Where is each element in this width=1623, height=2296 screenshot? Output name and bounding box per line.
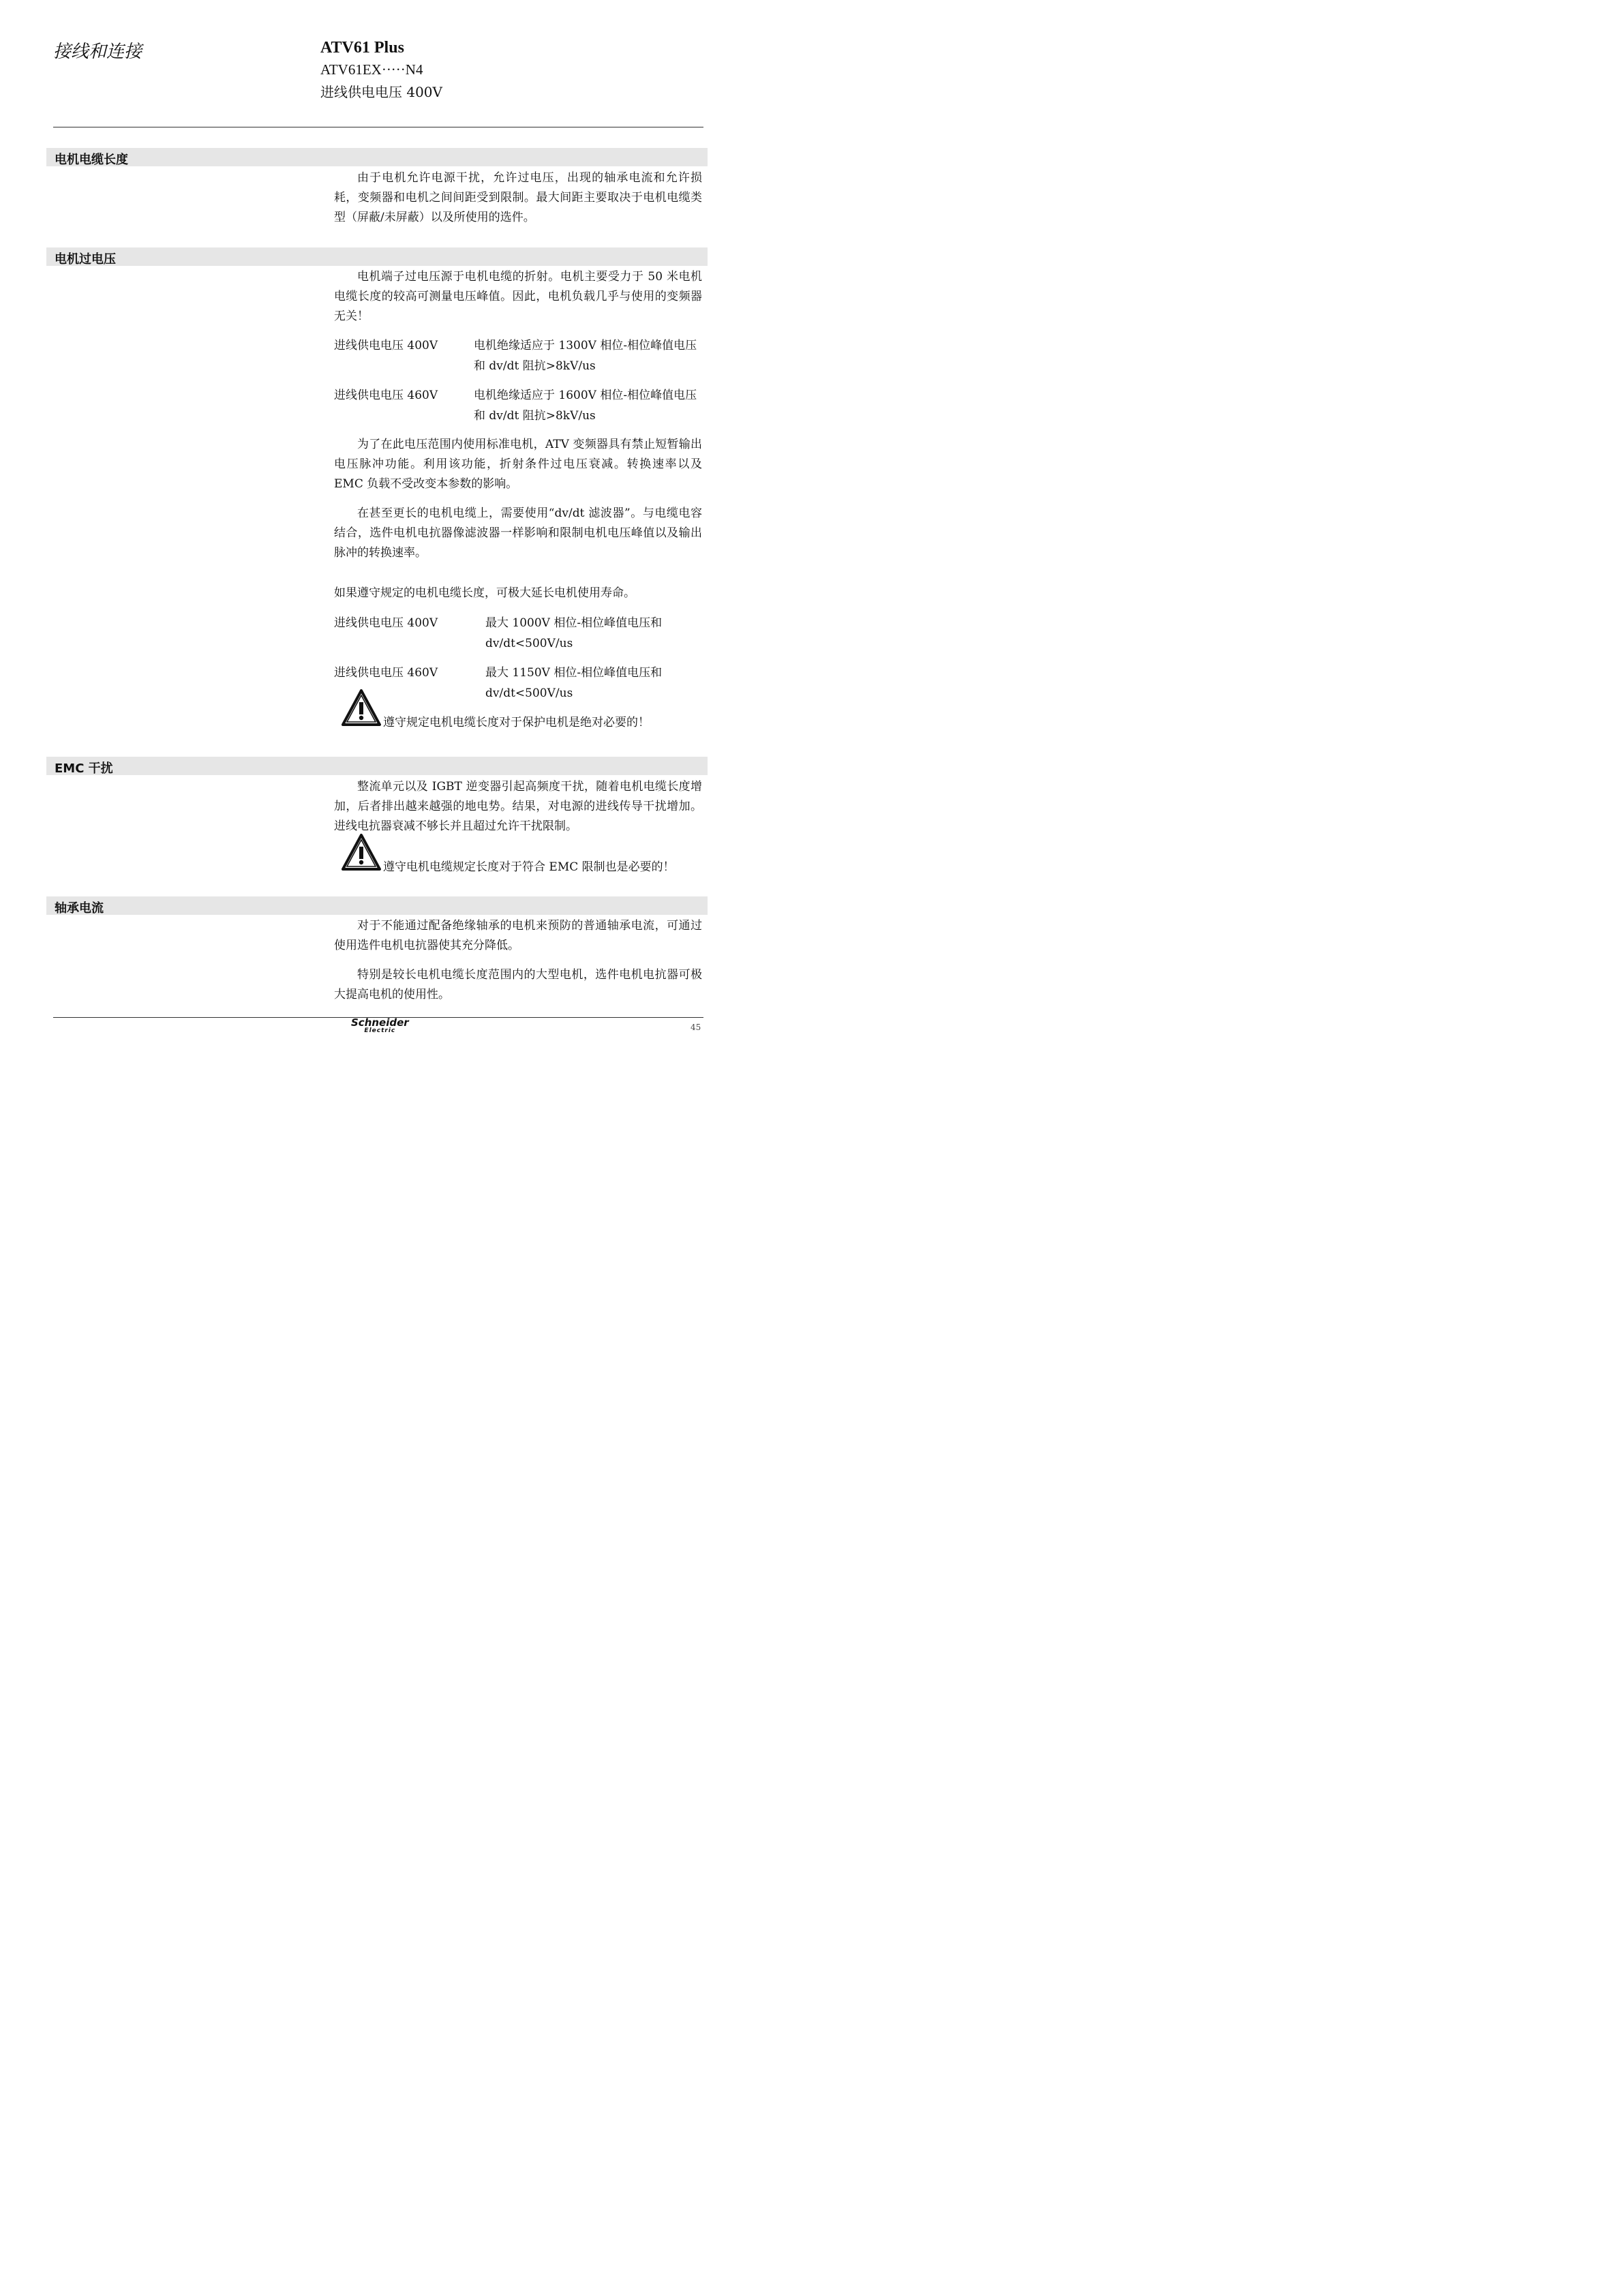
warning-note [334, 833, 706, 874]
section-heading: 电机过电压 [55, 252, 116, 267]
section-bar-cable-length [46, 148, 708, 166]
paragraph: 在甚至更长的电机电缆上，需要使用“dv/dt 滤波器”。与电缆电容结合，选件电机电抗器像滤波器一样影响和限制电机电压峰值以及输出脉冲的转换速率。 [334, 507, 702, 560]
section-heading: 电机电缆长度 [55, 153, 128, 167]
paragraph: 对于不能通过配备绝缘轴承的电机来预防的普通轴承电流，可通过使用选件电机电抗器使其充分降低。 [334, 919, 702, 952]
supply-voltage: 进线供电电压 400V [320, 84, 442, 100]
brand-subname: Electric [364, 1027, 396, 1034]
schneider-logo [351, 1018, 409, 1034]
spec-label: 进线供电电压 400V [334, 339, 438, 352]
brand-name: Schneider [351, 1016, 409, 1029]
section-title: 接线和连接 [53, 42, 142, 62]
section-bar-bearing [46, 896, 708, 915]
section-heading: EMC 干扰 [55, 761, 113, 776]
paragraph: 由于电机允许电源干扰，允许过电压，出现的轴承电流和允许损耗，变频器和电机之间间距受到限制。最大间距主要取决于电机电缆类型（屏蔽/未屏蔽）以及所使用的选件。 [334, 171, 702, 224]
section-heading: 轴承电流 [55, 901, 104, 916]
warning-text: 遵守电机电缆规定长度对于符合 EMC 限制也是必要的！ [383, 860, 675, 874]
spec-label: 进线供电电压 460V [334, 666, 438, 680]
paragraph: 特别是较长电机电缆长度范围内的大型电机，选件电机电抗器可极大提高电机的使用性。 [334, 968, 702, 1001]
warning-text: 遵守规定电机电缆长度对于保护电机是绝对必要的！ [383, 716, 650, 729]
spec-value: 电机绝缘适应于 1600V 相位-相位峰值电压和 dv/dt 阻抗>8kV/us [474, 389, 697, 423]
spec-label: 进线供电电压 400V [334, 616, 438, 630]
warning-note [334, 689, 706, 729]
section-bar-emc [46, 757, 708, 775]
warning-triangle-icon [341, 833, 382, 873]
product-series: ATV61EX·····N4 [320, 61, 423, 78]
spec-value: 最大 1000V 相位-相位峰值电压和 dv/dt<500V/us [485, 616, 663, 650]
paragraph: 为了在此电压范围内使用标准电机，ATV 变频器具有禁止短暂输出电压脉冲功能。利用该功能，折射条件过电压衰减。转换速率以及 EMC 负载不受改变本参数的影响。 [334, 438, 702, 491]
spec-row [334, 613, 706, 654]
spec-value: 电机绝缘适应于 1300V 相位-相位峰值电压和 dv/dt 阻抗>8kV/us [474, 339, 697, 373]
section-bar-overvoltage [46, 247, 708, 266]
paragraph: 整流单元以及 IGBT 逆变器引起高频度干扰，随着电机电缆长度增加，后者排出越来越强的地电势。结果，对电源的进线传导干扰增加。进线电抗器衰减不够长并且超过允许干扰限制。 [334, 780, 702, 833]
paragraph: 如果遵守规定的电机电缆长度，可极大延长电机使用寿命。 [334, 586, 635, 600]
product-model: ATV61 Plus [320, 39, 404, 57]
warning-triangle-icon [341, 689, 382, 728]
spec-value: 最大 1150V 相位-相位峰值电压和 dv/dt<500V/us [485, 666, 663, 700]
paragraph: 电机端子过电压源于电机电缆的折射。电机主要受力于 50 米电机电缆长度的较高可测量电压峰值。因此，电机负载几乎与使用的变频器无关！ [334, 270, 702, 323]
spec-label: 进线供电电压 460V [334, 389, 438, 402]
spec-row [334, 385, 706, 426]
page-number: 45 [691, 1023, 701, 1032]
spec-row [334, 335, 706, 376]
product-header [320, 40, 442, 99]
